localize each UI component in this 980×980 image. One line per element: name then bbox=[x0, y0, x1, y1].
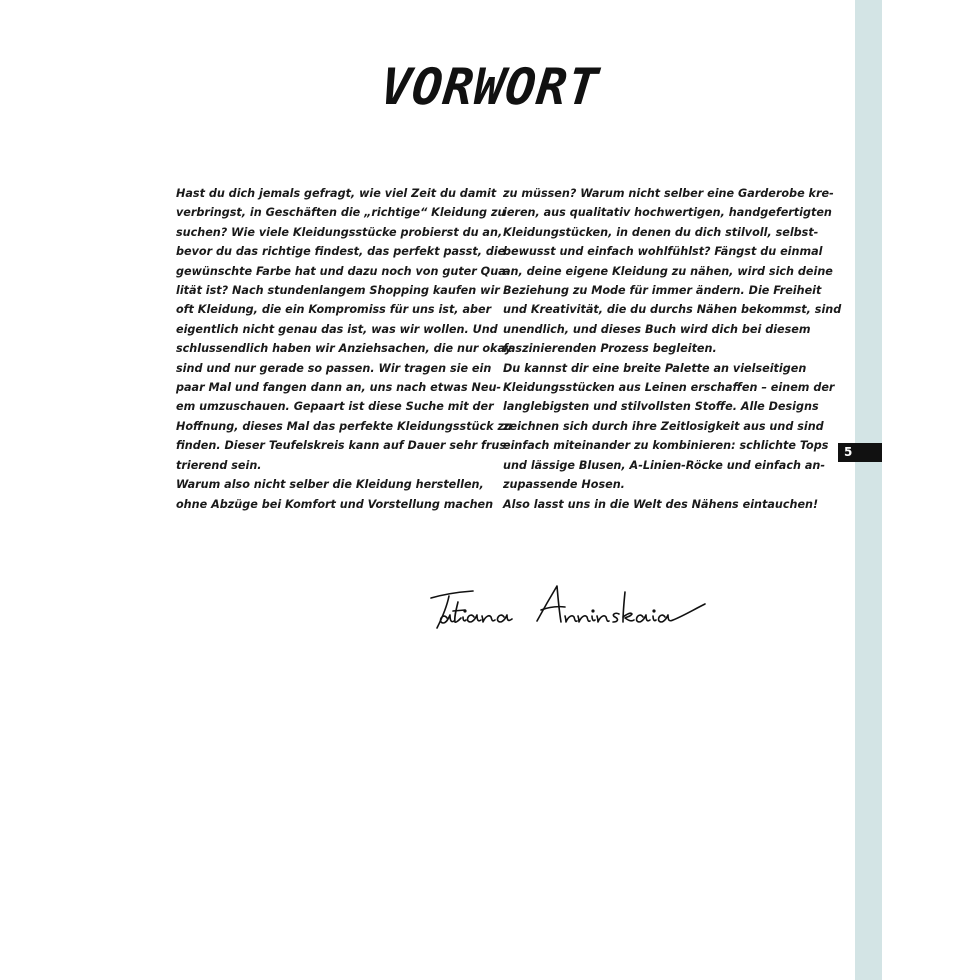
text-line: Kleidungsstücken aus Leinen erschaffen – einem der bbox=[503, 381, 835, 395]
text-line: oft Kleidung, die ein Kompromiss für uns ist, aber bbox=[176, 303, 492, 317]
side-color-strip bbox=[855, 0, 882, 980]
text-line: Kleidungstücken, in denen du dich stilvoll, selbst- bbox=[503, 225, 819, 239]
text-line: ieren, aus qualitativ hochwertigen, handgefertigten bbox=[503, 206, 832, 220]
text-line: schlussendlich haben wir Anziehsachen, die nur okay bbox=[176, 342, 512, 356]
text-line: an, deine eigene Kleidung zu nähen, wird sich deine bbox=[503, 264, 833, 278]
text-line: bewusst und einfach wohlfühlst? Fängst du einmal bbox=[503, 245, 823, 259]
text-line: paar Mal und fangen dann an, uns nach etwas Neu- bbox=[176, 381, 502, 395]
text-line: langlebigsten und stilvollsten Stoffe. Alle Designs bbox=[503, 400, 819, 414]
text-line: Beziehung zu Mode für immer ändern. Die Freiheit bbox=[503, 284, 822, 298]
text-line: eigentlich nicht genau das ist, was wir wollen. Und bbox=[176, 322, 498, 336]
page-title: VORWORT bbox=[378, 58, 602, 116]
text-line: suchen? Wie viele Kleidungsstücke probierst du an, bbox=[176, 225, 503, 239]
text-line: zupassende Hosen. bbox=[503, 478, 625, 492]
text-column-right bbox=[503, 184, 842, 514]
text-line: und Kreativität, die du durchs Nähen bekommst, sind bbox=[503, 303, 842, 317]
text-line: em umzuschauen. Gepaart ist diese Suche mit der bbox=[176, 400, 494, 414]
text-line: finden. Dieser Teufelskreis kann auf Dauer sehr frus- bbox=[176, 439, 511, 453]
author-signature bbox=[425, 572, 725, 642]
page-number-tab bbox=[838, 443, 882, 462]
text-line: unendlich, und dieses Buch wird dich bei diesem bbox=[503, 322, 811, 336]
text-column-left bbox=[176, 184, 512, 514]
text-line: Warum also nicht selber die Kleidung herstellen, bbox=[176, 478, 484, 492]
text-line: einfach miteinander zu kombinieren: schlichte Tops bbox=[503, 439, 829, 453]
text-line: faszinierenden Prozess begleiten. bbox=[503, 342, 717, 356]
text-line: Hoffnung, dieses Mal das perfekte Kleidungsstück zu bbox=[176, 419, 512, 433]
text-line: ohne Abzüge bei Komfort und Vorstellung machen bbox=[176, 497, 494, 511]
text-line: bevor du das richtige findest, das perfekt passt, die bbox=[176, 245, 506, 259]
text-line: trierend sein. bbox=[176, 458, 262, 472]
text-line: zeichnen sich durch ihre Zeitlosigkeit aus und sind bbox=[503, 419, 824, 433]
text-line: Du kannst dir eine breite Palette an vielseitigen bbox=[503, 361, 807, 375]
text-line: Hast du dich jemals gefragt, wie viel Zeit du damit bbox=[176, 187, 497, 200]
text-line: Also lasst uns in die Welt des Nähens eintauchen! bbox=[503, 497, 819, 511]
text-line: verbringst, in Geschäften die „richtige“ Kleidung zu bbox=[176, 206, 506, 220]
text-line: zu müssen? Warum nicht selber eine Garderobe kre- bbox=[503, 187, 834, 200]
text-line: gewünschte Farbe hat und dazu noch von guter Qua- bbox=[176, 264, 511, 278]
page-number: 5 bbox=[844, 445, 853, 459]
text-line: lität ist? Nach stundenlangem Shopping kaufen wir bbox=[176, 284, 500, 298]
text-line: und lässige Blusen, A-Linien-Röcke und einfach an- bbox=[503, 458, 825, 472]
text-line: sind und nur gerade so passen. Wir tragen sie ein bbox=[176, 361, 492, 375]
